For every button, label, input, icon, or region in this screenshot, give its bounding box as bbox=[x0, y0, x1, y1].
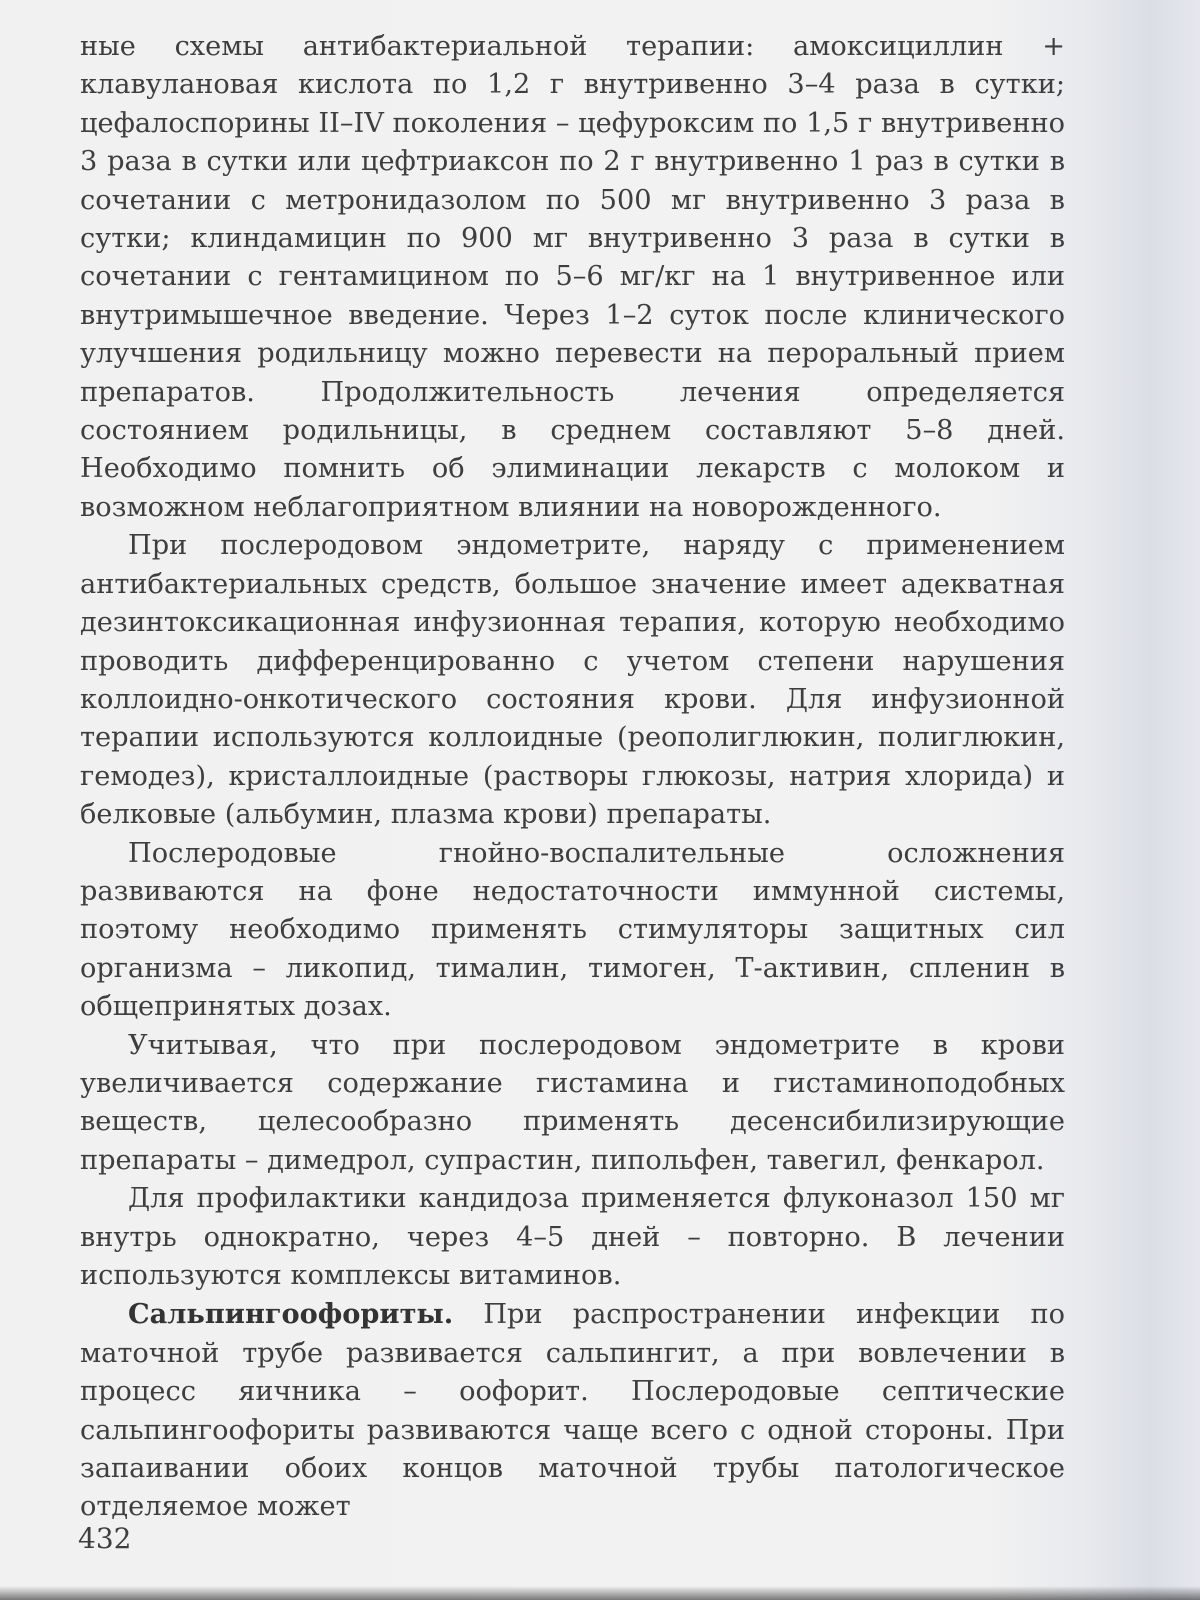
paragraph-antibiotic-schemes: ные схемы антибактериальной терапии: амоксициллин + клавулановая кислота по 1,2 г внутривенно 3–4 раза в сутки; цефалоспорины II–IV поколения – цефуроксим по 1,5 г внутривенно 3 раза в сутки или цефтриаксон по 2 г внутривенно 1 раз в сутки в сочетании с метронидазолом по 500 мг внутривенно 3 раза в сутки; клиндамицин по 900 мг внутривенно 3 раза в сутки в сочетании с гентамицином по 5–6 мг/кг на 1 внутривенное или внутримышечное введение. Через 1–2 суток после клинического улучшения родильницу можно перевести на пероральный прием препаратов. Продолжительность лечения определяется состоянием родильницы, в среднем составляют 5–8 дней. Необходимо помнить об элиминации лекарств с молоком и возможном неблагоприятном влиянии на новорожденного. bbox=[80, 31, 1065, 523]
page-edge-shadow bbox=[0, 1586, 1200, 1600]
paragraph-infusion-therapy: При послеродовом эндометрите, наряду с применением антибактериальных средств, большое значение имеет адекватная дезинтоксикационная инфузионная терапия, которую необходимо проводить дифференцированно с учетом степени нарушения коллоидно-онкотического состояния крови. Для инфузионной терапии используются коллоидные (реополиглюкин, полиглюкин, гемодез), кристаллоидные (растворы глюкозы, натрия хлорида) и белковые (альбумин, плазма крови) препараты. bbox=[80, 530, 1065, 831]
paragraph-immune-stimulators: Послеродовые гнойно-воспалительные осложнения развиваются на фоне недостаточности иммунной системы, поэтому необходимо применять стимуляторы защитных сил организма – ликопид, тималин, тимоген, Т-активин, спленин в общепринятых дозах. bbox=[80, 837, 1065, 1023]
section-heading-salpingo-oophoritis: Сальпингоофориты. bbox=[128, 1298, 454, 1331]
paragraph-salpingo-oophoritis bbox=[80, 1295, 1065, 1526]
body-text bbox=[80, 28, 1065, 1527]
paragraph-salpingo-oophoritis-text: При распространении инфекции по маточной трубе развивается сальпингит, а при вовлечении в процесс яичника – оофорит. Послеродовые септические сальпингоофориты развиваются чаще всего с одной стороны. При запаивании обоих концов маточной трубы патологическое отделяемое может bbox=[80, 1299, 1065, 1523]
page-number: 432 bbox=[78, 1522, 132, 1555]
paragraph-desensitizing-drugs: Учитывая, что при послеродовом эндометрите в крови увеличивается содержание гистамина и гистаминоподобных веществ, целесообразно применять десенсибилизирующие препараты – димедрол, супрастин, пипольфен, тавегил, фенкарол. bbox=[80, 1029, 1065, 1176]
paragraph-candidiasis-prevention: Для профилактики кандидоза применяется флуконазол 150 мг внутрь однократно, через 4–5 дней – повторно. В лечении используются комплексы витаминов. bbox=[80, 1183, 1065, 1291]
